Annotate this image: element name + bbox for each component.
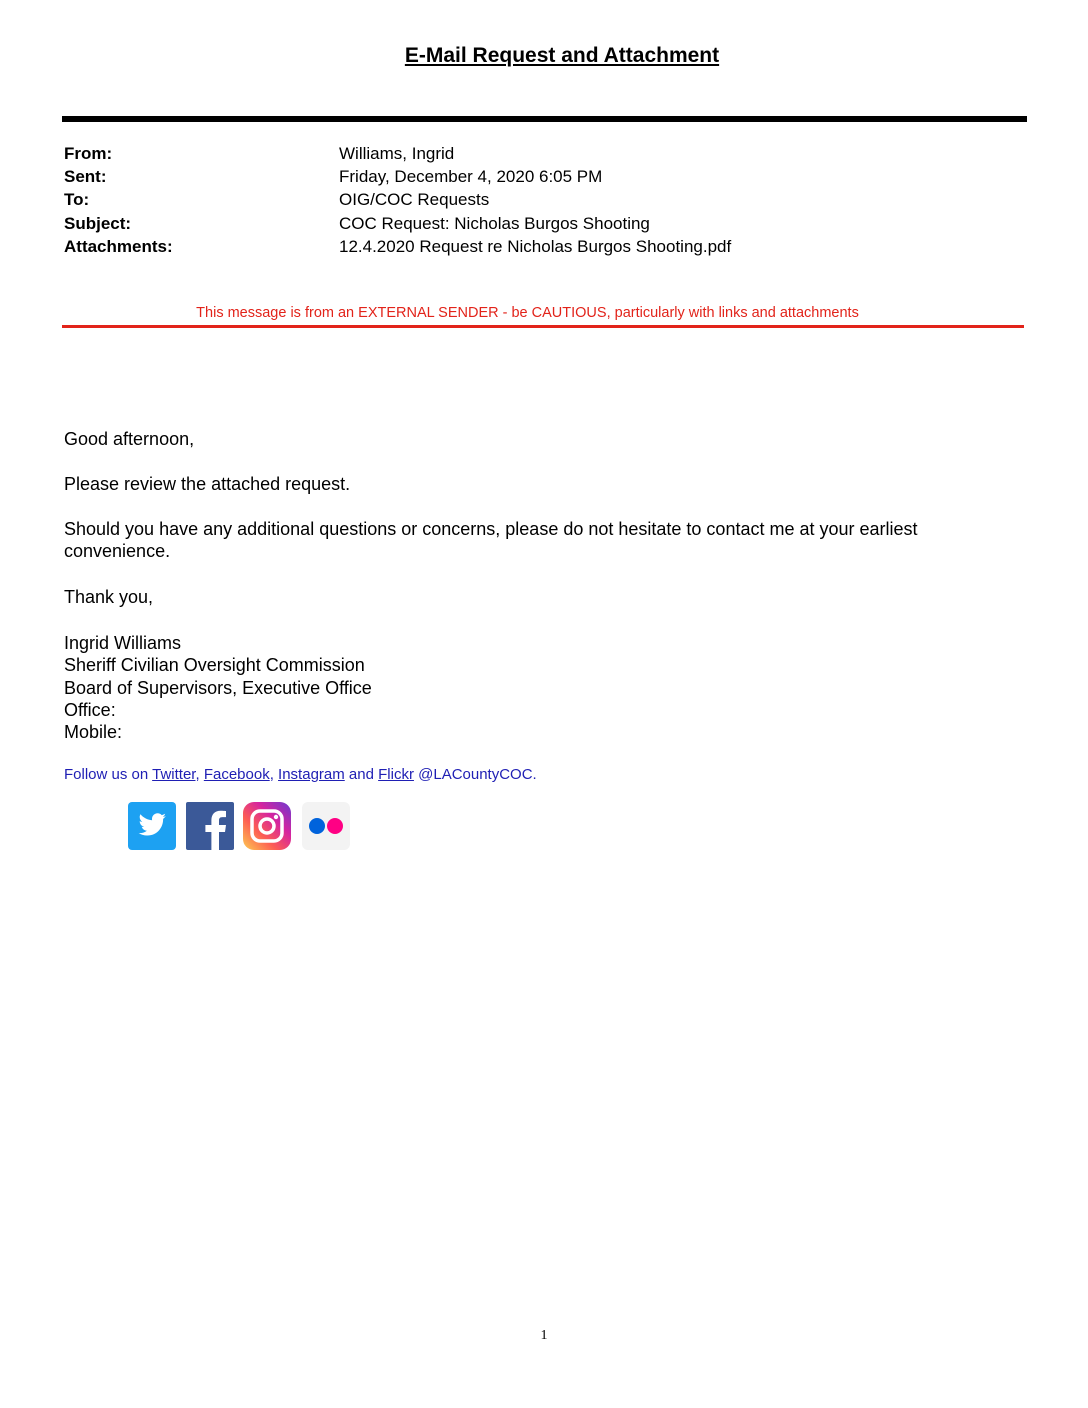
flickr-icon[interactable] xyxy=(302,802,350,850)
flickr-link[interactable]: Flickr xyxy=(378,766,414,783)
subject-value: COC Request: Nicholas Burgos Shooting xyxy=(339,214,650,233)
instagram-icon[interactable] xyxy=(243,802,291,850)
closing: Thank you, xyxy=(64,587,154,607)
signature-office-name: Board of Supervisors, Executive Office xyxy=(64,678,372,698)
warning-divider xyxy=(62,325,1024,328)
document-title: E-Mail Request and Attachment xyxy=(404,44,720,67)
signature-mobile-label: Mobile: xyxy=(64,722,123,742)
header-divider xyxy=(62,116,1027,122)
sent-value: Friday, December 4, 2020 6:05 PM xyxy=(339,167,603,186)
body-line-1: Please review the attached request. xyxy=(64,474,351,494)
to-value: OIG/COC Requests xyxy=(339,190,490,209)
follow-prefix: Follow us on xyxy=(64,766,149,783)
facebook-icon[interactable] xyxy=(186,802,234,850)
twitter-icon[interactable] xyxy=(128,802,176,850)
from-label: From: xyxy=(64,144,113,163)
sent-label: Sent: xyxy=(64,167,107,186)
signature-office-label: Office: xyxy=(64,700,116,720)
signature-org: Sheriff Civilian Oversight Commission xyxy=(64,655,365,675)
greeting: Good afternoon, xyxy=(64,429,195,449)
follow-sep-2: , xyxy=(269,766,274,783)
external-sender-warning: This message is from an EXTERNAL SENDER - be CAUTIOUS, particularly with links and attachments xyxy=(196,305,859,321)
follow-sep-1: , xyxy=(195,766,200,783)
attachments-label: Attachments: xyxy=(64,237,173,256)
attachment-filename[interactable]: 12.4.2020 Request re Nicholas Burgos Shooting.pdf xyxy=(339,237,732,256)
social-follow-line xyxy=(64,766,537,783)
twitter-link[interactable]: Twitter xyxy=(152,766,196,783)
page-number: 1 xyxy=(540,1328,548,1343)
facebook-link[interactable]: Facebook xyxy=(203,766,270,783)
subject-label: Subject: xyxy=(64,214,132,233)
to-label: To: xyxy=(64,190,90,209)
instagram-link[interactable]: Instagram xyxy=(278,766,345,783)
from-value: Williams, Ingrid xyxy=(339,144,455,163)
follow-and: and xyxy=(348,766,374,783)
body-line-2: Should you have any additional questions or concerns, please do not hesitate to contact me at your earliest convenience. xyxy=(64,519,918,561)
follow-handle: @LACountyCOC. xyxy=(418,766,537,783)
signature-name: Ingrid Williams xyxy=(64,633,182,653)
